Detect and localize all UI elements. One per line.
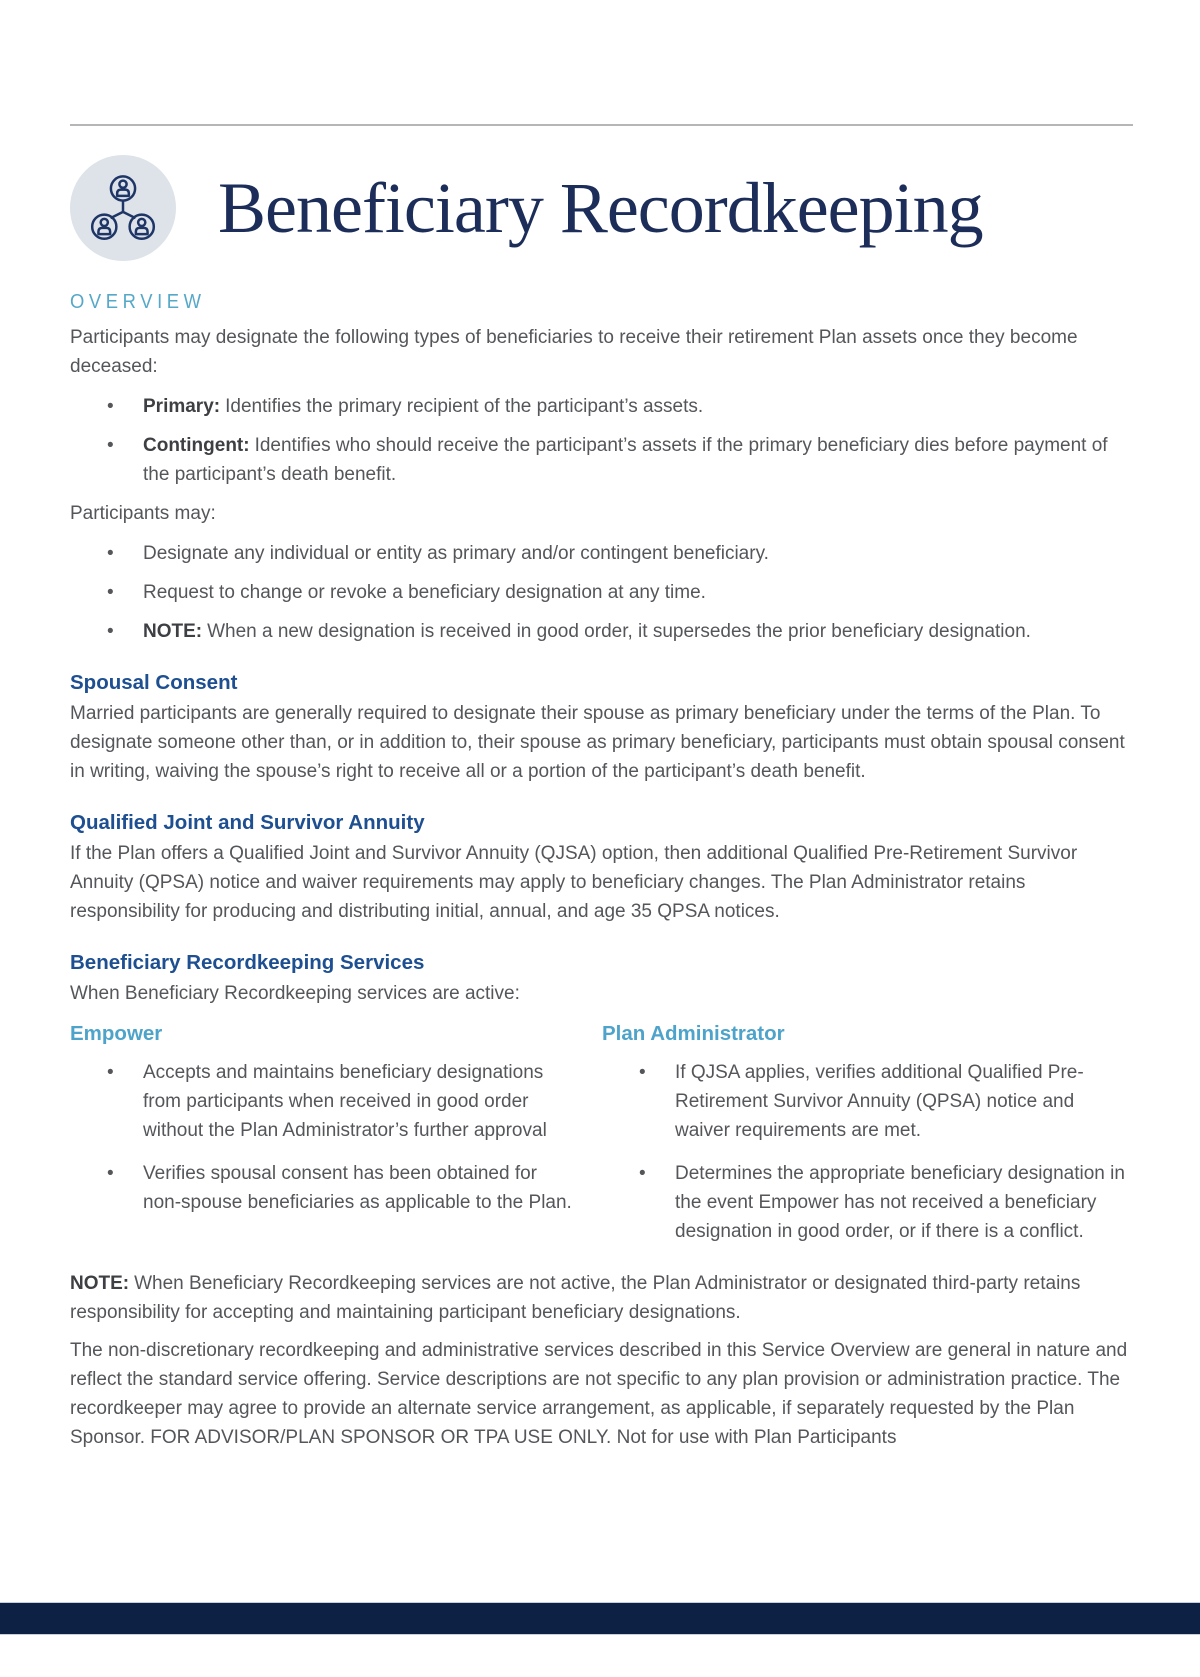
empower-bullet-list: [70, 1058, 576, 1217]
list-item: [70, 578, 1133, 607]
bullet-text: Request to change or revoke a beneficiary designation at any time.: [143, 582, 706, 603]
bullet-text: Identifies who should receive the participant’s assets if the primary beneficiary dies before payment of the participant’s death benefit.: [143, 435, 1108, 485]
intro-paragraph: Participants may designate the following types of beneficiaries to receive their retirement Plan assets once they become deceased:: [70, 327, 1078, 377]
bullet-text: Identifies the primary recipient of the participant’s assets.: [225, 396, 704, 417]
list-item: • Determines the appropriate beneficiary designation in the event Empower has not received a beneficiary designation in good order, or if there is a conflict.: [602, 1159, 1133, 1246]
bullet-text: Designate any individual or entity as primary and/or contingent beneficiary.: [143, 543, 769, 564]
top-divider: [70, 124, 1133, 126]
plan-administrator-column: [602, 1022, 1133, 1260]
beneficiary-type-list: [70, 392, 1133, 489]
document-header: [70, 155, 1133, 261]
note-text: When Beneficiary Recordkeeping services are not active, the Plan Administrator or designated third-party retains responsibility for accepting and maintaining participant beneficiary designations.: [70, 1273, 1081, 1323]
list-item: [70, 392, 1133, 421]
bullet-term: NOTE:: [143, 621, 203, 642]
people-network-icon: [70, 155, 176, 261]
list-item: • If QJSA applies, verifies additional Qualified Pre-Retirement Survivor Annuity (QPSA) notice and waiver requirements are met.: [602, 1058, 1133, 1145]
list-item: • Verifies spousal consent has been obtained for non-spouse beneficiaries as applicable to the Plan.: [70, 1159, 576, 1217]
note-label: NOTE:: [70, 1273, 130, 1294]
document-page: [0, 124, 1200, 1452]
qjsa-paragraph: If the Plan offers a Qualified Joint and Survivor Annuity (QJSA) option, then additional Qualified Pre-Retirement Survivor Annuity (QPSA) notice and waiver requirements may apply to beneficiary changes. The Plan Administrator retains responsibility for producing and distributing initial, annual, and age 35 QPSA notices.: [70, 843, 1078, 922]
spousal-consent-paragraph: Married participants are generally required to designate their spouse as primary beneficiary under the terms of the Plan. To designate someone other than, or in addition to, their spouse as primary beneficiary, participants must obtain spousal consent in writing, waiving the spouse’s right to receive all or a portion of the participant’s death benefit.: [70, 703, 1125, 782]
empower-column: [70, 1022, 576, 1260]
services-columns: [70, 1022, 1133, 1260]
list-item: • Accepts and maintains beneficiary designations from participants when received in good order without the Plan Administrator’s further approval: [70, 1058, 576, 1145]
list-item: [70, 539, 1133, 568]
services-heading: Beneficiary Recordkeeping Services: [70, 951, 425, 974]
overview-label: OVERVIEW: [70, 291, 206, 313]
participants-may-label: Participants may:: [70, 503, 216, 524]
disclaimer-paragraph: The non-discretionary recordkeeping and administrative services described in this Service Overview are general in nature and reflect the standard service offering. Service descriptions are not specific to any plan provision or administration practice. The recordkeeper may agree to provide an alternate service arrangement, as applicable, if separately requested by the Plan Sponsor. FOR ADVISOR/PLAN SPONSOR OR TPA USE ONLY. Not for use with Plan Participants: [70, 1340, 1128, 1448]
list-item: [70, 431, 1133, 489]
spousal-consent-heading: Spousal Consent: [70, 671, 238, 694]
note-paragraph: [70, 1269, 1133, 1327]
participants-may-list: [70, 539, 1133, 646]
bullet-text: When a new designation is received in good order, it supersedes the prior beneficiary designation.: [207, 621, 1031, 642]
people-network-icon-svg: [84, 167, 162, 249]
footer-bar: [0, 1602, 1200, 1635]
plan-administrator-column-heading: Plan Administrator: [602, 1022, 785, 1045]
plan-administrator-bullet-list: [602, 1058, 1133, 1246]
bullet-term: Contingent:: [143, 435, 250, 456]
qjsa-heading: Qualified Joint and Survivor Annuity: [70, 811, 425, 834]
page-title: Beneficiary Recordkeeping: [218, 168, 983, 248]
list-item: [70, 617, 1133, 646]
services-intro: When Beneficiary Recordkeeping services are active:: [70, 983, 520, 1004]
empower-column-heading: Empower: [70, 1022, 163, 1045]
bullet-term: Primary:: [143, 396, 221, 417]
